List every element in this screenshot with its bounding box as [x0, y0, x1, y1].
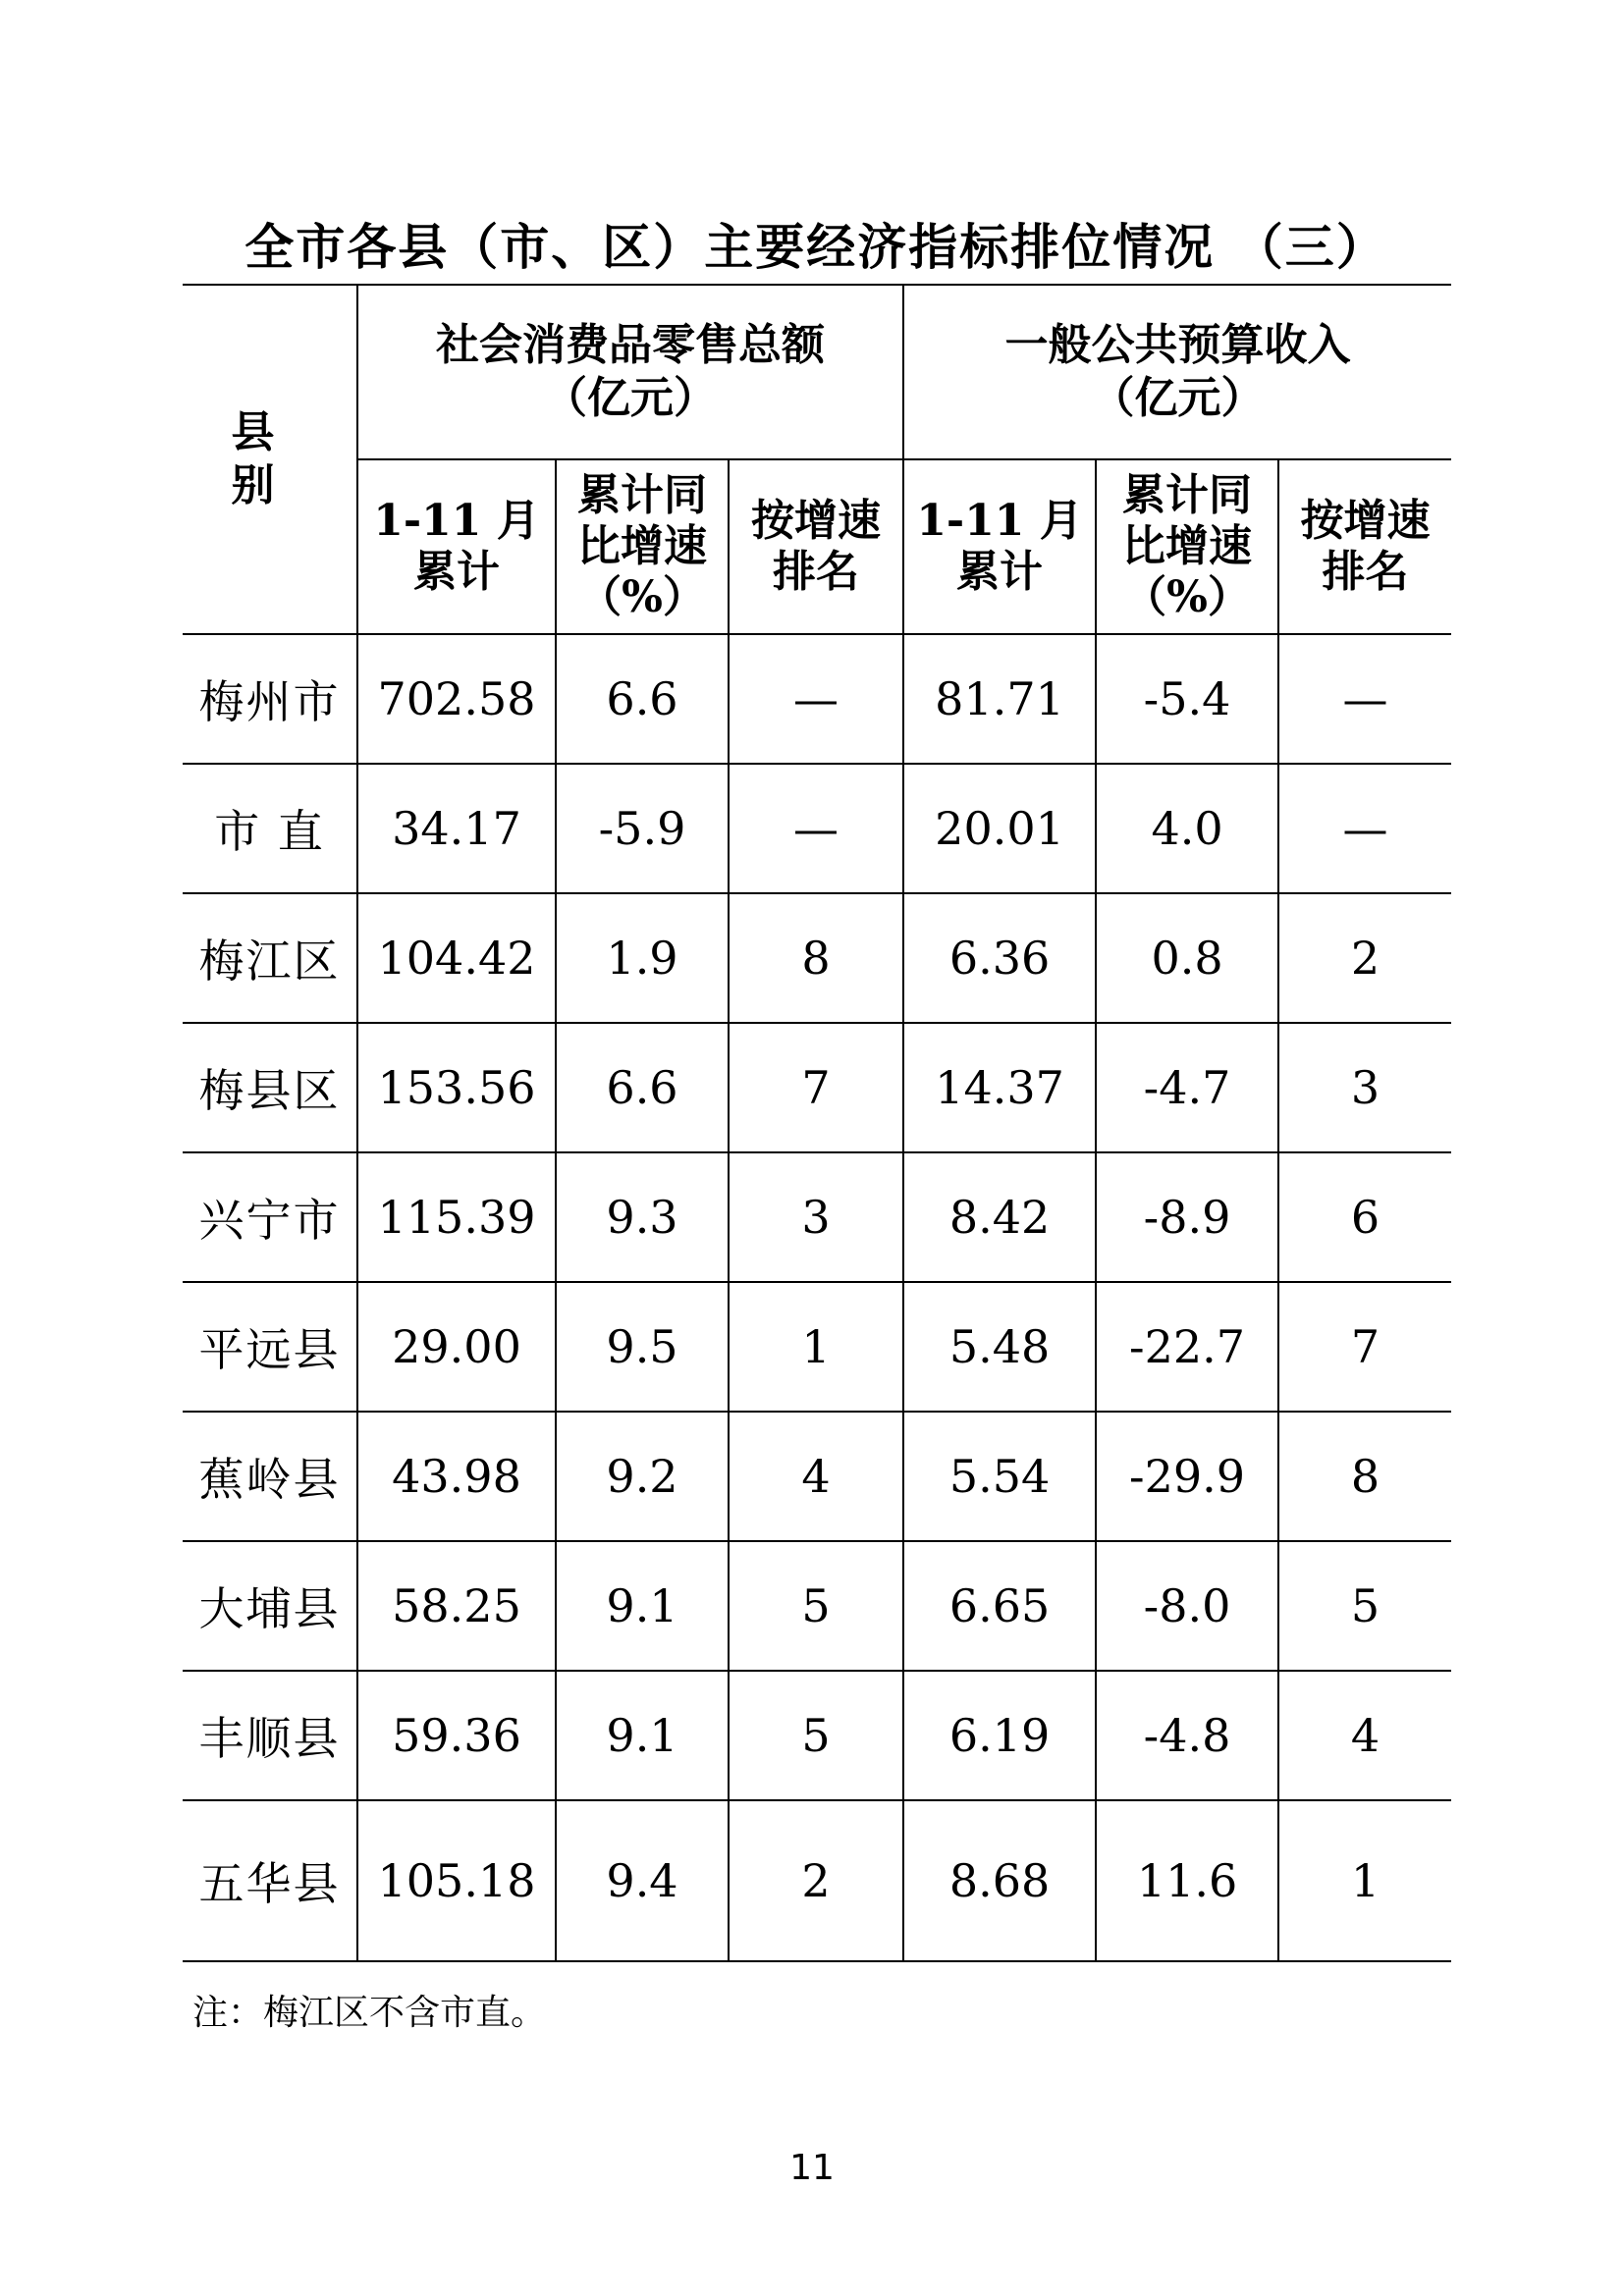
budget-total-cell: 5.48 — [903, 1282, 1096, 1412]
header-line: 累计 — [413, 547, 500, 597]
budget-rank-header — [1278, 459, 1451, 634]
retail-rank-header — [729, 459, 903, 634]
header-line: 累计同 — [1122, 470, 1253, 520]
table-header — [183, 285, 1451, 634]
header-line: 按增速 — [1300, 496, 1431, 546]
header-line: 累计同 — [577, 470, 707, 520]
budget-growth-cell: -4.7 — [1096, 1023, 1278, 1152]
county-cell: 蕉岭县 — [183, 1412, 357, 1541]
budget-total-header — [903, 459, 1096, 634]
header-line: 排名 — [1322, 547, 1409, 597]
retail-growth-cell: 9.1 — [556, 1541, 729, 1671]
budget-growth-cell: -5.4 — [1096, 634, 1278, 764]
budget-total-cell: 14.37 — [903, 1023, 1096, 1152]
budget-total-cell: 8.68 — [903, 1800, 1096, 1961]
table-footnote: 注：梅江区不含市直。 — [192, 1993, 547, 2033]
retail-growth-cell: 1.9 — [556, 893, 729, 1023]
county-cell: 市 直 — [183, 764, 357, 893]
header-line: （%） — [1123, 572, 1251, 622]
retail-total-cell: 59.36 — [357, 1671, 556, 1800]
page-title: 全市各县（市、区）主要经济指标排位情况 （三） — [244, 218, 1387, 276]
budget-rank-cell: 7 — [1278, 1282, 1451, 1412]
table-row — [183, 1541, 1451, 1671]
budget-revenue-group-unit: （亿元） — [1091, 373, 1265, 423]
table-row — [183, 634, 1451, 764]
budget-rank-cell: 4 — [1278, 1671, 1451, 1800]
county-column-header: 县 别 — [183, 285, 357, 634]
budget-growth-cell: -4.8 — [1096, 1671, 1278, 1800]
retail-rank-cell: — — [729, 764, 903, 893]
budget-growth-cell: 0.8 — [1096, 893, 1278, 1023]
budget-rank-cell: 3 — [1278, 1023, 1451, 1152]
table-row — [183, 1671, 1451, 1800]
table-body — [183, 634, 1451, 1961]
budget-rank-cell: 2 — [1278, 893, 1451, 1023]
retail-growth-cell: 9.3 — [556, 1152, 729, 1282]
retail-rank-cell: 2 — [729, 1800, 903, 1961]
retail-growth-cell: 9.5 — [556, 1282, 729, 1412]
retail-rank-cell: 3 — [729, 1152, 903, 1282]
header-line: （%） — [578, 572, 706, 622]
retail-total-cell: 702.58 — [357, 634, 556, 764]
county-cell: 丰顺县 — [183, 1671, 357, 1800]
county-cell: 梅江区 — [183, 893, 357, 1023]
header-line: 比增速 — [1122, 521, 1253, 571]
retail-total-cell: 34.17 — [357, 764, 556, 893]
county-cell: 平远县 — [183, 1282, 357, 1412]
county-cell: 大埔县 — [183, 1541, 357, 1671]
header-line: 累计 — [956, 547, 1044, 597]
retail-sales-group-label: 社会消费品零售总额 — [436, 320, 826, 370]
header-line: 按增速 — [751, 496, 882, 546]
retail-growth-cell: 6.6 — [556, 1023, 729, 1152]
header-line: 1-11 月 — [373, 496, 540, 546]
county-cell: 五华县 — [183, 1800, 357, 1961]
budget-total-cell: 6.36 — [903, 893, 1096, 1023]
retail-rank-cell: 7 — [729, 1023, 903, 1152]
table-row — [183, 1152, 1451, 1282]
retail-total-cell: 58.25 — [357, 1541, 556, 1671]
budget-total-cell: 6.19 — [903, 1671, 1096, 1800]
budget-growth-cell: -22.7 — [1096, 1282, 1278, 1412]
retail-total-cell: 104.42 — [357, 893, 556, 1023]
retail-growth-cell: 9.2 — [556, 1412, 729, 1541]
retail-growth-cell: 9.4 — [556, 1800, 729, 1961]
retail-rank-cell: 8 — [729, 893, 903, 1023]
table-row — [183, 1412, 1451, 1541]
indicator-table — [183, 284, 1451, 1962]
retail-rank-cell: — — [729, 634, 903, 764]
county-cell: 梅州市 — [183, 634, 357, 764]
page-number: 11 — [789, 2148, 835, 2188]
budget-total-cell: 81.71 — [903, 634, 1096, 764]
table-row — [183, 1023, 1451, 1152]
retail-growth-cell: 6.6 — [556, 634, 729, 764]
table-row — [183, 1282, 1451, 1412]
header-line: 比增速 — [577, 521, 707, 571]
county-cell: 兴宁市 — [183, 1152, 357, 1282]
retail-rank-cell: 5 — [729, 1671, 903, 1800]
budget-rank-cell: — — [1278, 764, 1451, 893]
retail-total-header — [357, 459, 556, 634]
table-row — [183, 764, 1451, 893]
budget-total-cell: 20.01 — [903, 764, 1096, 893]
retail-total-cell: 29.00 — [357, 1282, 556, 1412]
retail-rank-cell: 5 — [729, 1541, 903, 1671]
budget-rank-cell: 6 — [1278, 1152, 1451, 1282]
budget-growth-cell: -8.9 — [1096, 1152, 1278, 1282]
county-cell: 梅县区 — [183, 1023, 357, 1152]
budget-rank-cell: 8 — [1278, 1412, 1451, 1541]
budget-total-cell: 5.54 — [903, 1412, 1096, 1541]
retail-total-cell: 43.98 — [357, 1412, 556, 1541]
retail-sales-group-header — [357, 285, 903, 459]
header-line: 1-11 月 — [916, 496, 1083, 546]
retail-rank-cell: 1 — [729, 1282, 903, 1412]
budget-revenue-group-label: 一般公共预算收入 — [1004, 320, 1351, 370]
budget-total-cell: 6.65 — [903, 1541, 1096, 1671]
budget-growth-cell: 11.6 — [1096, 1800, 1278, 1961]
budget-rank-cell: 5 — [1278, 1541, 1451, 1671]
budget-rank-cell: — — [1278, 634, 1451, 764]
budget-growth-cell: -29.9 — [1096, 1412, 1278, 1541]
budget-revenue-group-header — [903, 285, 1451, 459]
retail-total-cell: 105.18 — [357, 1800, 556, 1961]
header-line: 排名 — [773, 547, 860, 597]
retail-total-cell: 153.56 — [357, 1023, 556, 1152]
retail-rank-cell: 4 — [729, 1412, 903, 1541]
budget-rank-cell: 1 — [1278, 1800, 1451, 1961]
retail-growth-header — [556, 459, 729, 634]
table-row — [183, 1800, 1451, 1961]
table-row — [183, 893, 1451, 1023]
budget-growth-cell: 4.0 — [1096, 764, 1278, 893]
retail-sales-group-unit: （亿元） — [544, 373, 718, 423]
retail-total-cell: 115.39 — [357, 1152, 556, 1282]
retail-growth-cell: 9.1 — [556, 1671, 729, 1800]
retail-growth-cell: -5.9 — [556, 764, 729, 893]
budget-growth-header — [1096, 459, 1278, 634]
budget-total-cell: 8.42 — [903, 1152, 1096, 1282]
budget-growth-cell: -8.0 — [1096, 1541, 1278, 1671]
